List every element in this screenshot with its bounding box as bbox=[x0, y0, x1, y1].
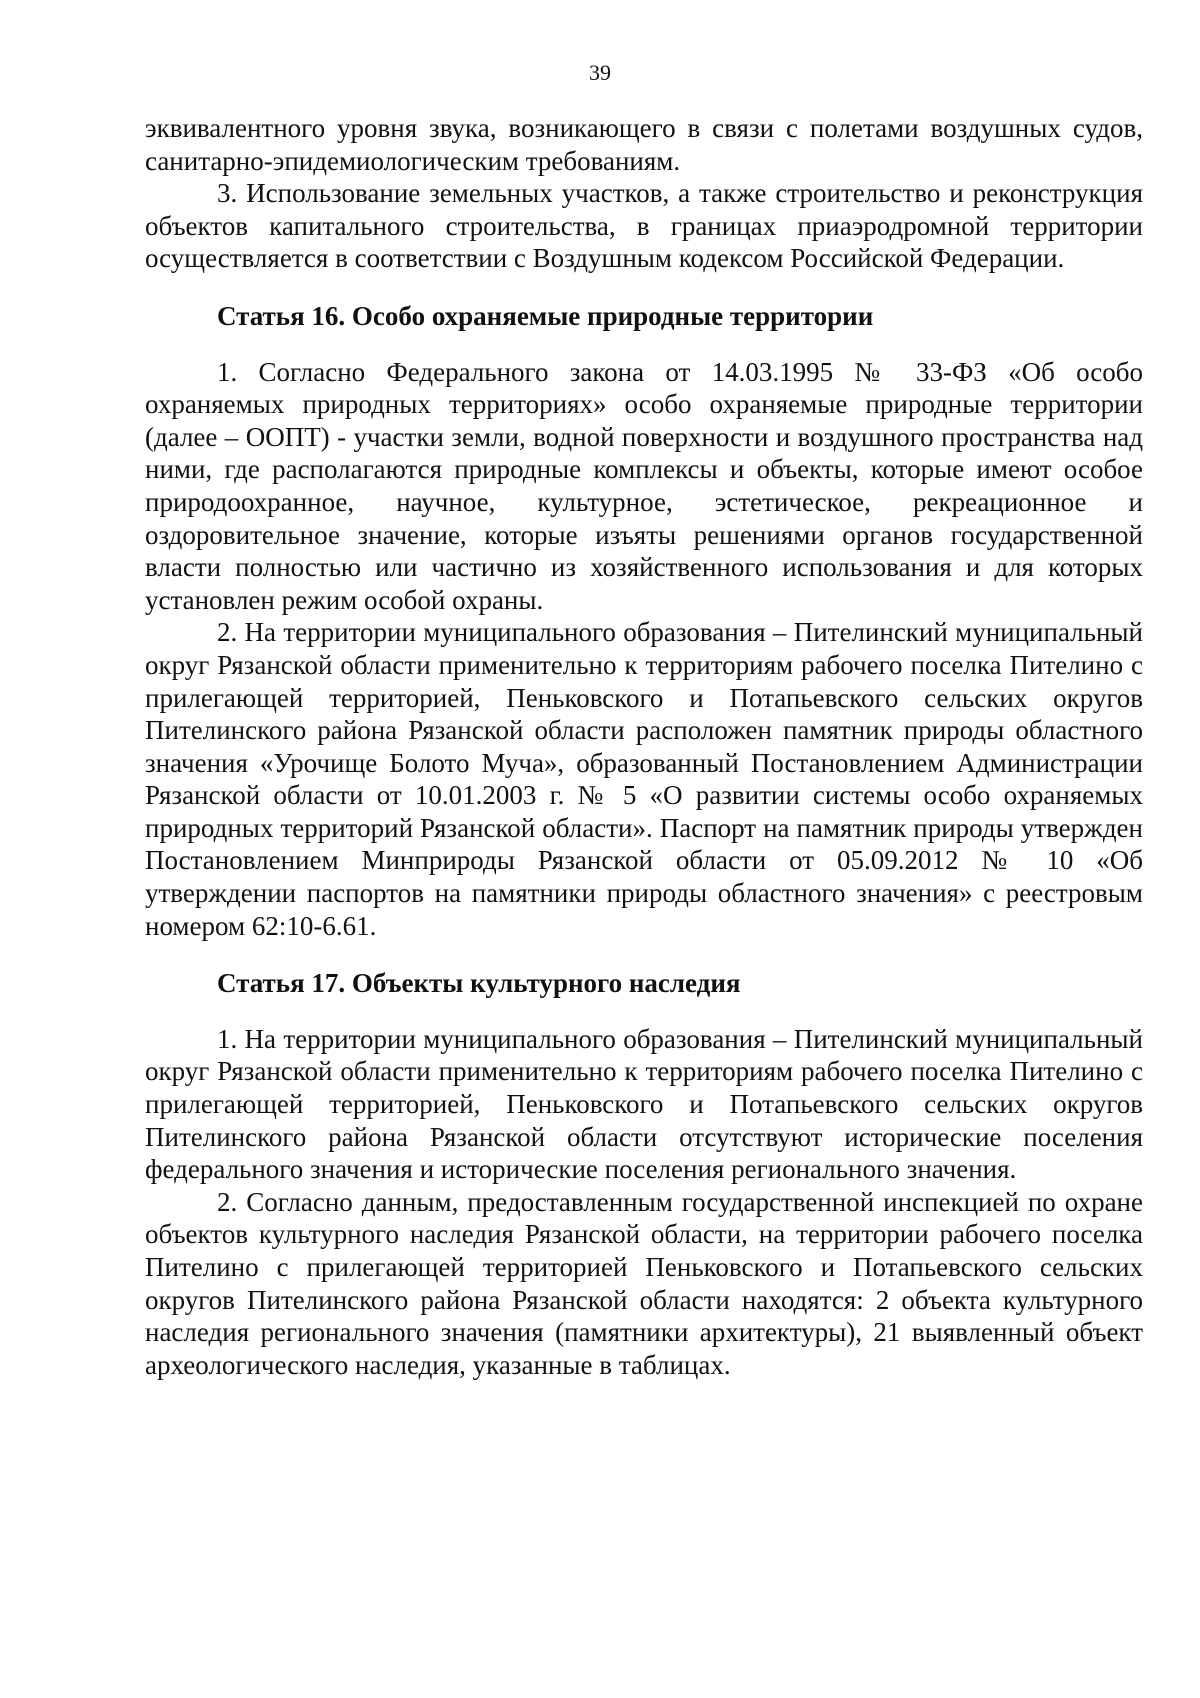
article-16-paragraph-1: 1. Согласно Федерального закона от 14.03.1995 № 33-ФЗ «Об особо охраняемых природных территориях» особо охраняемые природные территории (далее – ООПТ) - участки земли, водной поверхности и воздушного пространства над ними, где располагаются природные комплексы и объекты, которые имеют особое природоохранное, научное, культурное, эстетическое, рекреационное и оздоровительное значение, которые изъяты решениями органов государственной власти полностью или частично из хозяйственного использования и для которых установлен режим особой охраны. bbox=[145, 356, 1143, 615]
article-16-heading: Статья 16. Особо охраняемые природные территории bbox=[217, 300, 874, 331]
document-body bbox=[145, 112, 1143, 1381]
article-16-paragraph-2: 2. На территории муниципального образования – Пителинский муниципальный округ Рязанской области применительно к территориям рабочего поселка Пителино с прилегающей территорией, Пеньковского и Потапьевского сельских округов Пителинского района Рязанской области расположен памятник природы областного значения «Урочище Болото Муча», образованный Постановлением Администрации Рязанской области от 10.01.2003 г. № 5 «О развитии системы особо охраняемых природных территорий Рязанской области». Паспорт на памятник природы утвержден Постановлением Минприроды Рязанской области от 05.09.2012 № 10 «Об утверждении паспортов на памятники природы областного значения» с реестровым номером 62:10-6.61. bbox=[145, 617, 1143, 941]
article-17-paragraph-2: 2. Согласно данным, предоставленным государственной инспекцией по охране объектов культурного наследия Рязанской области, на территории рабочего поселка Пителино с прилегающей территорией Пеньковского и Потапьевского сельских округов Пителинского района Рязанской области находятся: 2 объекта культурного наследия регионального значения (памятники архитектуры), 21 выявленный объект археологического наследия, указанные в таблицах. bbox=[145, 1186, 1143, 1380]
article-17-heading: Статья 17. Объекты культурного наследия bbox=[217, 968, 741, 999]
article-17-paragraph-1: 1. На территории муниципального образования – Пителинский муниципальный округ Рязанской области применительно к территориям рабочего поселка Пителино с прилегающей территорией, Пеньковского и Потапьевского сельских округов Пителинского района Рязанской области отсутствуют исторические поселения федерального значения и исторические поселения регионального значения. bbox=[145, 1023, 1143, 1185]
continuation-paragraph: эквивалентного уровня звука, возникающего в связи с полетами воздушных судов, санитарно-эпидемиологическим требованиям. bbox=[145, 113, 1143, 176]
paragraph-item-3: 3. Использование земельных участков, а также строительство и реконструкция объектов капитального строительства, в границах приаэродромной территории осуществляется в соответствии с Воздушным кодексом Российской Федерации. bbox=[145, 178, 1143, 274]
page-number: 39 bbox=[589, 60, 611, 85]
